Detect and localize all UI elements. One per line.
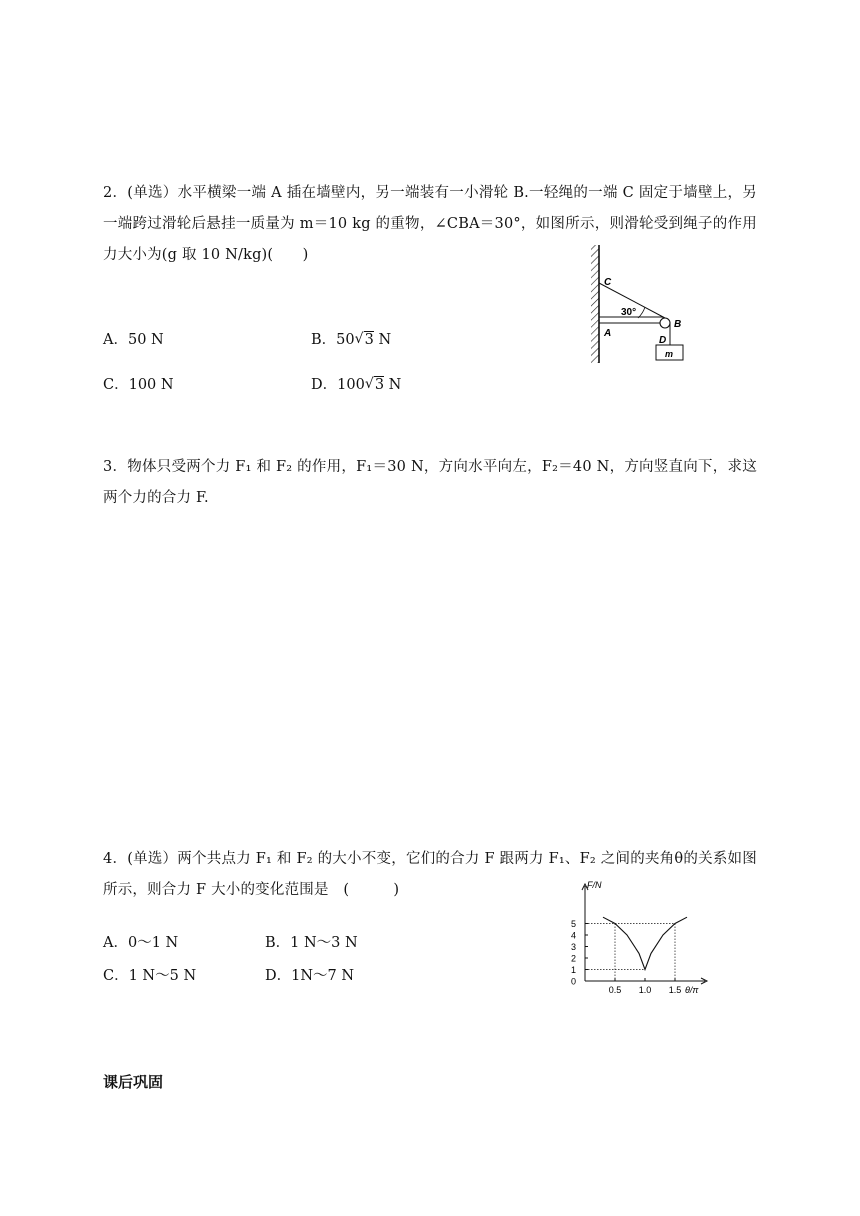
y-tick-label: 0 [570,976,576,987]
q2-stem: 2．(单选）水平横梁一端 A 插在墙壁内，另一端装有一小滑轮 B.一轻绳的一端 C 固定于墙壁上，另一端跨过滑轮后悬挂一质量为 m＝10 kg 的重物，∠CBA＝30°，如图所示，则滑轮受到绳子的作用力大小为(g 取 10 N/kg)( ) [103,185,757,263]
q4-force-angle-chart [560,878,720,998]
label-a: A [604,328,612,339]
q4-option-d: D．1N～7 N [265,968,355,984]
x-tick-label: 1.0 [638,985,652,995]
wall-hatch [591,245,599,363]
y-axis-label: F/N [587,880,602,890]
sqrt-symbol: √ 3 [365,377,384,393]
x-axis-label: θ/π [685,985,699,995]
label-m: m [665,349,674,359]
section-heading: 课后巩固 [103,1073,164,1091]
y-tick-label: 4 [570,930,576,941]
q3-stem: 3．物体只受两个力 F₁ 和 F₂ 的作用，F₁＝30 N，方向水平向左，F₂＝40 N，方向竖直向下，求这两个力的合力 F. [103,459,757,506]
q2-option-c: C．100 N [103,377,174,393]
label-b: B [674,319,682,330]
y-tick-label: 1 [570,965,576,975]
q4-option-c: C．1 N～5 N [103,968,197,984]
x-tick-label: 1.5 [668,985,682,995]
label-angle: 30° [621,307,637,318]
y-tick-label: 5 [570,919,576,929]
pulley [660,318,670,328]
angle-arc [638,307,645,318]
label-d: D [659,335,667,346]
q4-stem: 4．(单选）两个共点力 F₁ 和 F₂ 的大小不变，它们的合力 F 跟两力 F₁、F₂ 之间的夹角θ的关系如图所示，则合力 F 大小的变化范围是 ( ) [103,851,757,898]
y-tick-label: 3 [570,942,576,952]
q2-option-a: A．50 N [103,332,164,348]
q2-option-d: D．100√ 3 N [311,373,401,394]
series-line [603,917,687,969]
x-tick-label: 0.5 [608,985,622,995]
label-c: C [604,277,612,288]
q2-pulley-figure [588,245,698,365]
q4-option-a: A．0～1 N [103,935,179,951]
sqrt-symbol: √ 3 [355,332,374,348]
y-tick-label: 2 [570,953,576,964]
q4-option-b: B．1 N～3 N [265,935,358,951]
q2-option-b: B．50√ 3 N [311,328,391,349]
